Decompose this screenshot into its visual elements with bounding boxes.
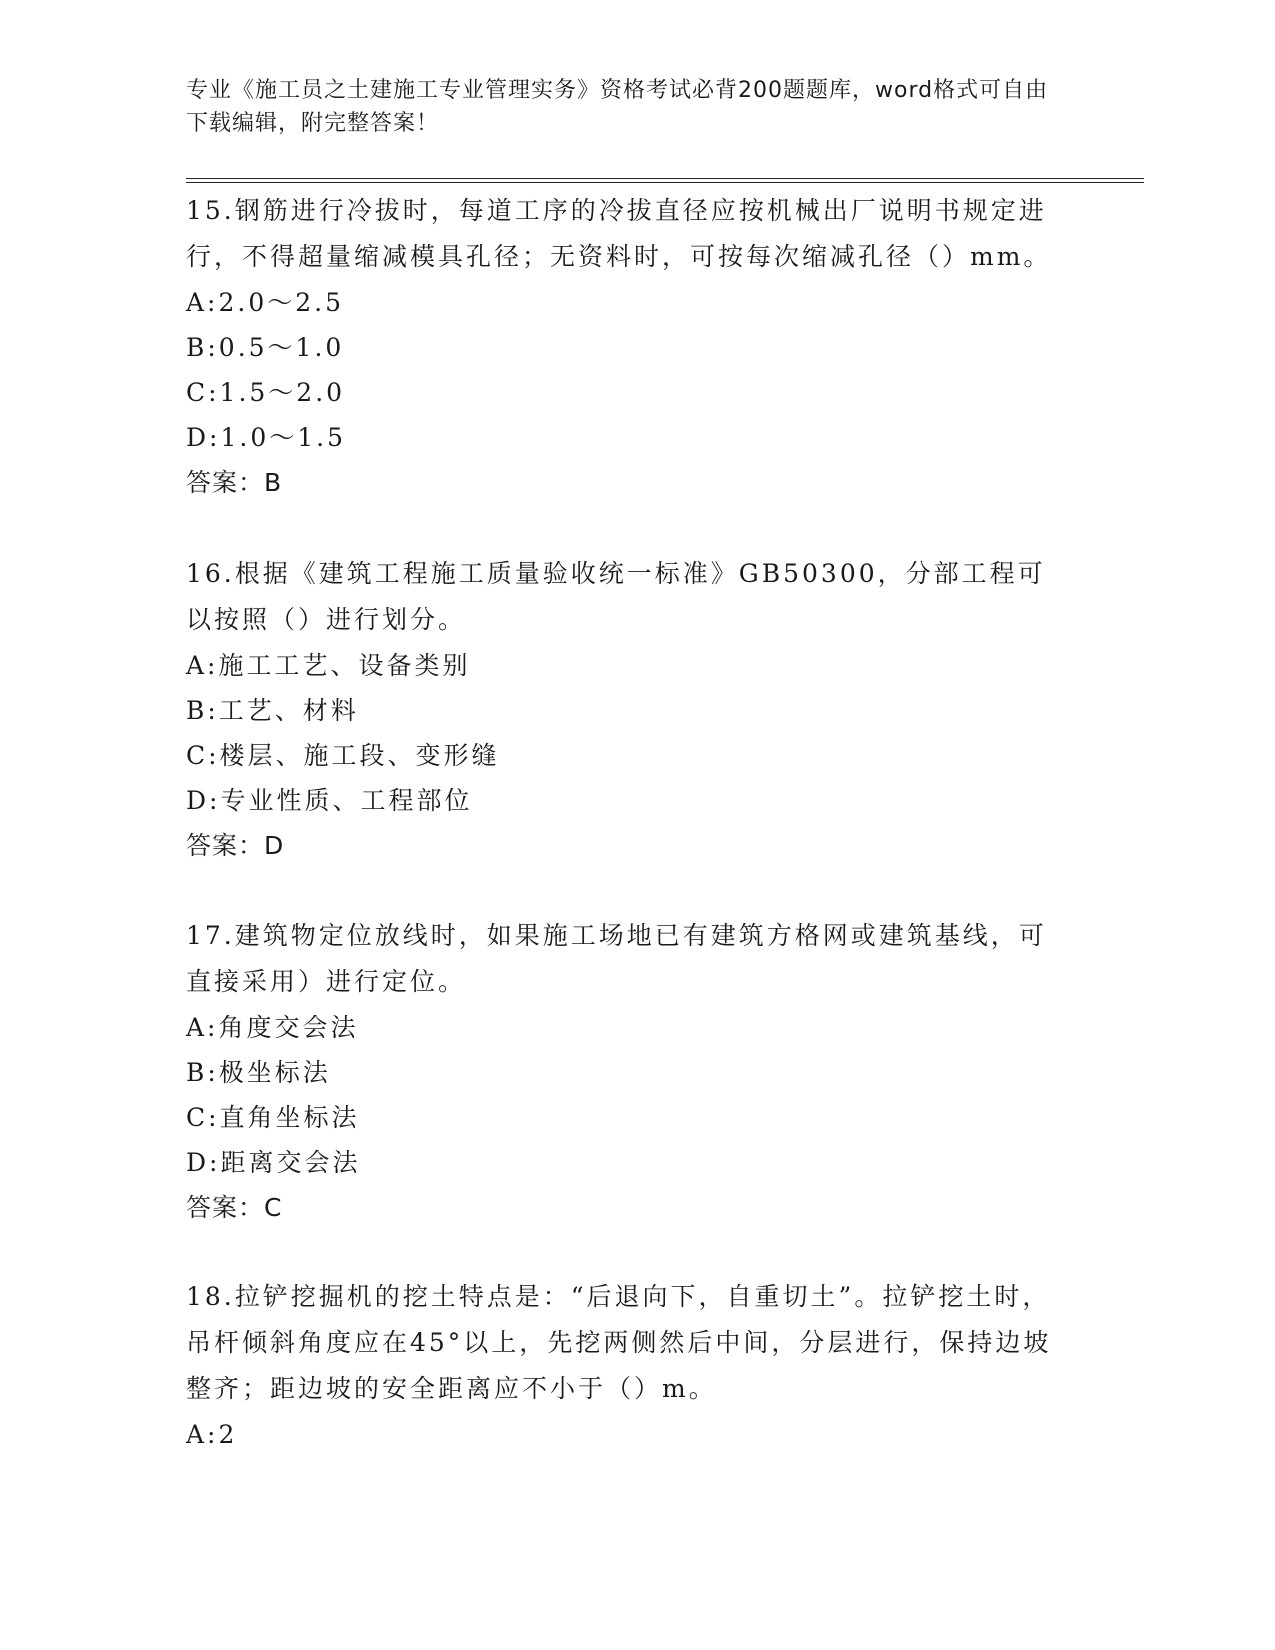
option-d: D:距离交会法 [186,1148,361,1177]
question-15 [186,188,1066,505]
question-17 [186,913,1066,1230]
option-c: C:楼层、施工段、变形缝 [186,741,500,770]
answer: 答案：D [186,831,285,860]
option-a: A:角度交会法 [186,1013,359,1042]
question-stem: 18.拉铲挖掘机的挖土特点是：“后退向下，自重切土”。拉铲挖土时，吊杆倾斜角度应在45°以上，先挖两侧然后中间，分层进行，保持边坡整齐；距边坡的安全距离应不小于（）m。 [186,1282,1052,1403]
option-b: B:工艺、材料 [186,696,359,725]
option-d: D:1.0～1.5 [186,423,346,452]
header-divider-top [186,178,1144,179]
document-header [186,74,1066,140]
document-title: 专业《施工员之土建施工专业管理实务》资格考试必背200题题库，word格式可自由下载编辑，附完整答案！ [186,78,1049,136]
option-c: C:1.5～2.0 [186,378,346,407]
option-a: A:2.0～2.5 [186,288,344,317]
question-16 [186,551,1066,868]
option-c: C:直角坐标法 [186,1103,360,1132]
option-a: A:施工工艺、设备类别 [186,651,471,680]
header-divider-bottom [186,182,1144,183]
option-d: D:专业性质、工程部位 [186,786,473,815]
question-stem: 17.建筑物定位放线时，如果施工场地已有建筑方格网或建筑基线，可直接采用）进行定位。 [186,921,1047,996]
option-b: B:极坐标法 [186,1058,331,1087]
answer: 答案：B [186,468,283,497]
question-18 [186,1274,1066,1457]
question-stem: 16.根据《建筑工程施工质量验收统一标准》GB50300，分部工程可以按照（）进行划分。 [186,559,1046,634]
option-a: A:2 [186,1420,238,1449]
question-stem: 15.钢筋进行冷拔时，每道工序的冷拔直径应按机械出厂说明书规定进行，不得超量缩减模具孔径；无资料时，可按每次缩减孔径（）mm。 [186,196,1052,271]
option-b: B:0.5～1.0 [186,333,345,362]
answer: 答案：C [186,1193,283,1222]
